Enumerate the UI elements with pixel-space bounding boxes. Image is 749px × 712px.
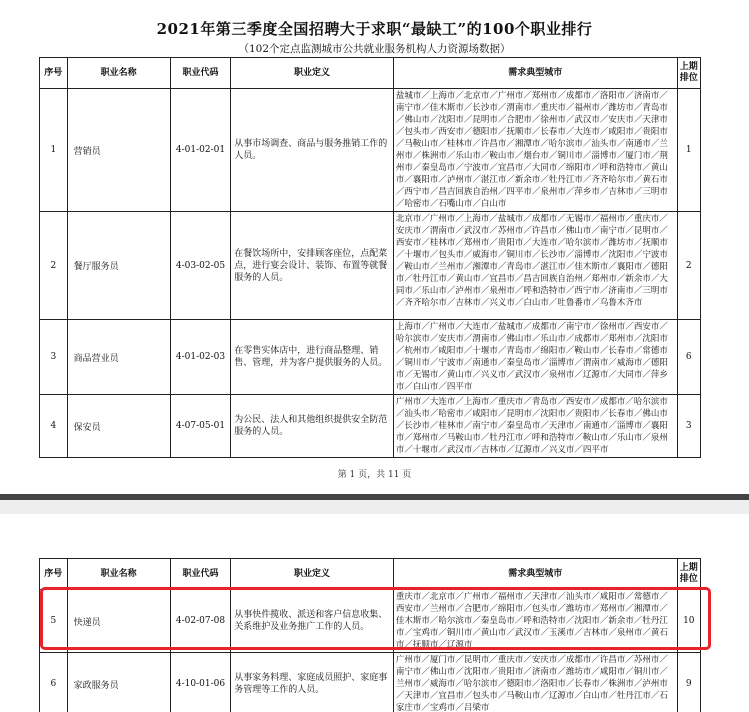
table-header-row — [40, 559, 701, 590]
row-occupation: 快递员 — [67, 590, 170, 653]
header-definition: 职业定义 — [231, 58, 394, 89]
document-subtitle: （102个定点监测城市公共就业服务机构人力资源场数据） — [238, 43, 511, 55]
row-code: 4-01-02-03 — [170, 320, 231, 395]
header-code: 职业代码 — [170, 58, 231, 89]
row-occupation: 保安员 — [67, 395, 170, 458]
table-row — [40, 212, 701, 320]
table-row — [40, 653, 701, 712]
row-last-rank: 3 — [677, 395, 700, 458]
document-title: 2021年第三季度全国招聘大于求职“最缺工”的100个职业排行 — [156, 20, 593, 38]
ranking-table-page-2 — [39, 558, 701, 712]
header-last-rank: 上期排位 — [677, 559, 700, 590]
header-cities: 需求典型城市 — [393, 559, 677, 590]
row-code: 4-10-01-06 — [170, 653, 231, 712]
row-occupation: 餐厅服务员 — [67, 212, 170, 320]
row-cities: 广州市／大连市／上海市／重庆市／青岛市／西安市／成都市／哈尔滨市／汕头市／哈密市／咸阳市／昆明市／沈阳市／贵阳市／长春市／佛山市／长沙市／桂林市／南宁市／秦皇岛市／天津市／南通市／淄博市／襄阳市／郑州市／马鞍山市／牡丹江市／呼和浩特市／鞍山市／乐山市／泉州市／十堰市／武汉市／吉林市／辽源市／兴义市／四平市 — [393, 395, 677, 458]
header-code: 职业代码 — [170, 559, 231, 590]
header-name: 职业名称 — [67, 58, 170, 89]
row-occupation: 营销员 — [67, 89, 170, 212]
row-seq: 6 — [40, 653, 68, 712]
document-page-2 — [0, 514, 749, 712]
header-name: 职业名称 — [67, 559, 170, 590]
header-seq: 序号 — [40, 559, 68, 590]
row-occupation: 商品营业员 — [67, 320, 170, 395]
header-last-rank: 上期排位 — [677, 58, 700, 89]
row-cities: 广州市／厦门市／昆明市／重庆市／安庆市／成都市／许昌市／苏州市／南宁市／佛山市／沈阳市／贵阳市／济南市／潍坊市／咸阳市／铜川市／兰州市／威海市／哈尔滨市／德阳市／洛阳市／长春市／株洲市／泸州市／天津市／宜昌市／包头市／马鞍山市／辽源市／白山市／牡丹江市／石家庄市／宝鸡市／吕梁市 — [393, 653, 677, 712]
row-cities: 重庆市／北京市／广州市／福州市／天津市／汕头市／咸阳市／常德市／西安市／兰州市／合肥市／绵阳市／包头市／潍坊市／郑州市／湘潭市／佳木斯市／哈尔滨市／秦皇岛市／呼和浩特市／沈阳市／新余市／牡丹江市／宝鸡市／铜川市／黄山市／武汉市／玉溪市／吉林市／泉州市／黄石市／抚顺市／辽源市 — [393, 590, 677, 653]
row-definition: 在餐饮场所中，安排顾客座位，点配菜点，进行宴会设计、装饰、布置等就餐服务的人员。 — [231, 212, 394, 320]
table-row — [40, 395, 701, 458]
row-code: 4-03-02-05 — [170, 212, 231, 320]
row-definition: 为公民、法人和其他组织提供安全防范服务的人员。 — [231, 395, 394, 458]
row-last-rank: 2 — [677, 212, 700, 320]
row-last-rank: 6 — [677, 320, 700, 395]
row-definition: 从事家务料理、家庭成员照护、家庭事务管理等工作的人员。 — [231, 653, 394, 712]
row-seq: 4 — [40, 395, 68, 458]
row-last-rank: 10 — [677, 590, 700, 653]
row-cities: 盐城市／上海市／北京市／广州市／郑州市／成都市／洛阳市／济南市／南宁市／佳木斯市／长沙市／渭南市／重庆市／福州市／潍坊市／青岛市／佛山市／沈阳市／昆明市／合肥市／徐州市／武汉市／安庆市／天津市／包头市／西安市／德阳市／抚顺市／长春市／大连市／咸阳市／贵阳市／马鞍山市／桂林市／许昌市／湘潭市／哈尔滨市／汕头市／南通市／兰州市／株洲市／乐山市／鞍山市／烟台市／铜川市／淄博市／厦门市／荆州市／秦皇岛市／宁波市／宜昌市／大同市／绵阳市／呼和浩特市／黄山市／襄阳市／泸州市／湛江市／新余市／牡丹江市／齐齐哈尔市／黄石市／西宁市／昌吉回族自治州／四平市／泉州市／萍乡市／吉林市／三明市／哈密市／石嘴山市／白山市 — [393, 89, 677, 212]
row-code: 4-07-05-01 — [170, 395, 231, 458]
row-seq: 3 — [40, 320, 68, 395]
ranking-table-page-1 — [39, 57, 701, 458]
page-separator — [0, 494, 749, 514]
row-occupation: 家政服务员 — [67, 653, 170, 712]
row-seq: 2 — [40, 212, 68, 320]
row-last-rank: 9 — [677, 653, 700, 712]
row-code: 4-02-07-08 — [170, 590, 231, 653]
row-code: 4-01-02-01 — [170, 89, 231, 212]
row-cities: 上海市／广州市／大连市／盐城市／成都市／南宁市／徐州市／西安市／哈尔滨市／安庆市／渭南市／佛山市／乐山市／成都市／郑州市／沈阳市／杭州市／咸阳市／十堰市／青岛市／绵阳市／鞍山市／长春市／常德市／铜川市／宁波市／南通市／秦皇岛市／淄博市／渭南市／威海市／德阳市／无锡市／黄山市／兴义市／武汉市／泉州市／辽源市／大同市／萍乡市／白山市／四平市 — [393, 320, 677, 395]
header-definition: 职业定义 — [231, 559, 394, 590]
row-seq: 5 — [40, 590, 68, 653]
page-footer: 第 1 页，共 11 页 — [337, 470, 412, 480]
header-cities: 需求典型城市 — [393, 58, 677, 89]
row-definition: 在零售实体店中，进行商品整理、销售、管理，并为客户提供服务的人员。 — [231, 320, 394, 395]
table-header-row — [40, 58, 701, 89]
row-definition: 从事市场调查、商品与服务推销工作的人员。 — [231, 89, 394, 212]
row-definition: 从事快件揽收、派送和客户信息收集、关系维护及业务推广工作的人员。 — [231, 590, 394, 653]
table-row — [40, 590, 701, 653]
header-seq: 序号 — [40, 58, 68, 89]
row-seq: 1 — [40, 89, 68, 212]
table-row — [40, 89, 701, 212]
row-last-rank: 1 — [677, 89, 700, 212]
table-row — [40, 320, 701, 395]
row-cities: 北京市／广州市／上海市／盐城市／成都市／无锡市／福州市／重庆市／安庆市／渭南市／武汉市／苏州市／许昌市／佛山市／南宁市／昆明市／西安市／桂林市／郑州市／贵阳市／大连市／哈尔滨市／潍坊市／抚顺市／十堰市／包头市／威海市／铜川市／长沙市／淄博市／沈阳市／宁波市／鞍山市／兰州市／湘潭市／青岛市／湛江市／佳木斯市／襄阳市／德阳市／牡丹江市／黄山市／宜昌市／昌吉回族自治州／郑州市／新余市／大同市／乐山市／泸州市／泉州市／呼和浩特市／西宁市／济南市／三明市／齐齐哈尔市／吉林市／兴义市／白山市／吐鲁番市／乌鲁木齐市 — [393, 212, 677, 320]
